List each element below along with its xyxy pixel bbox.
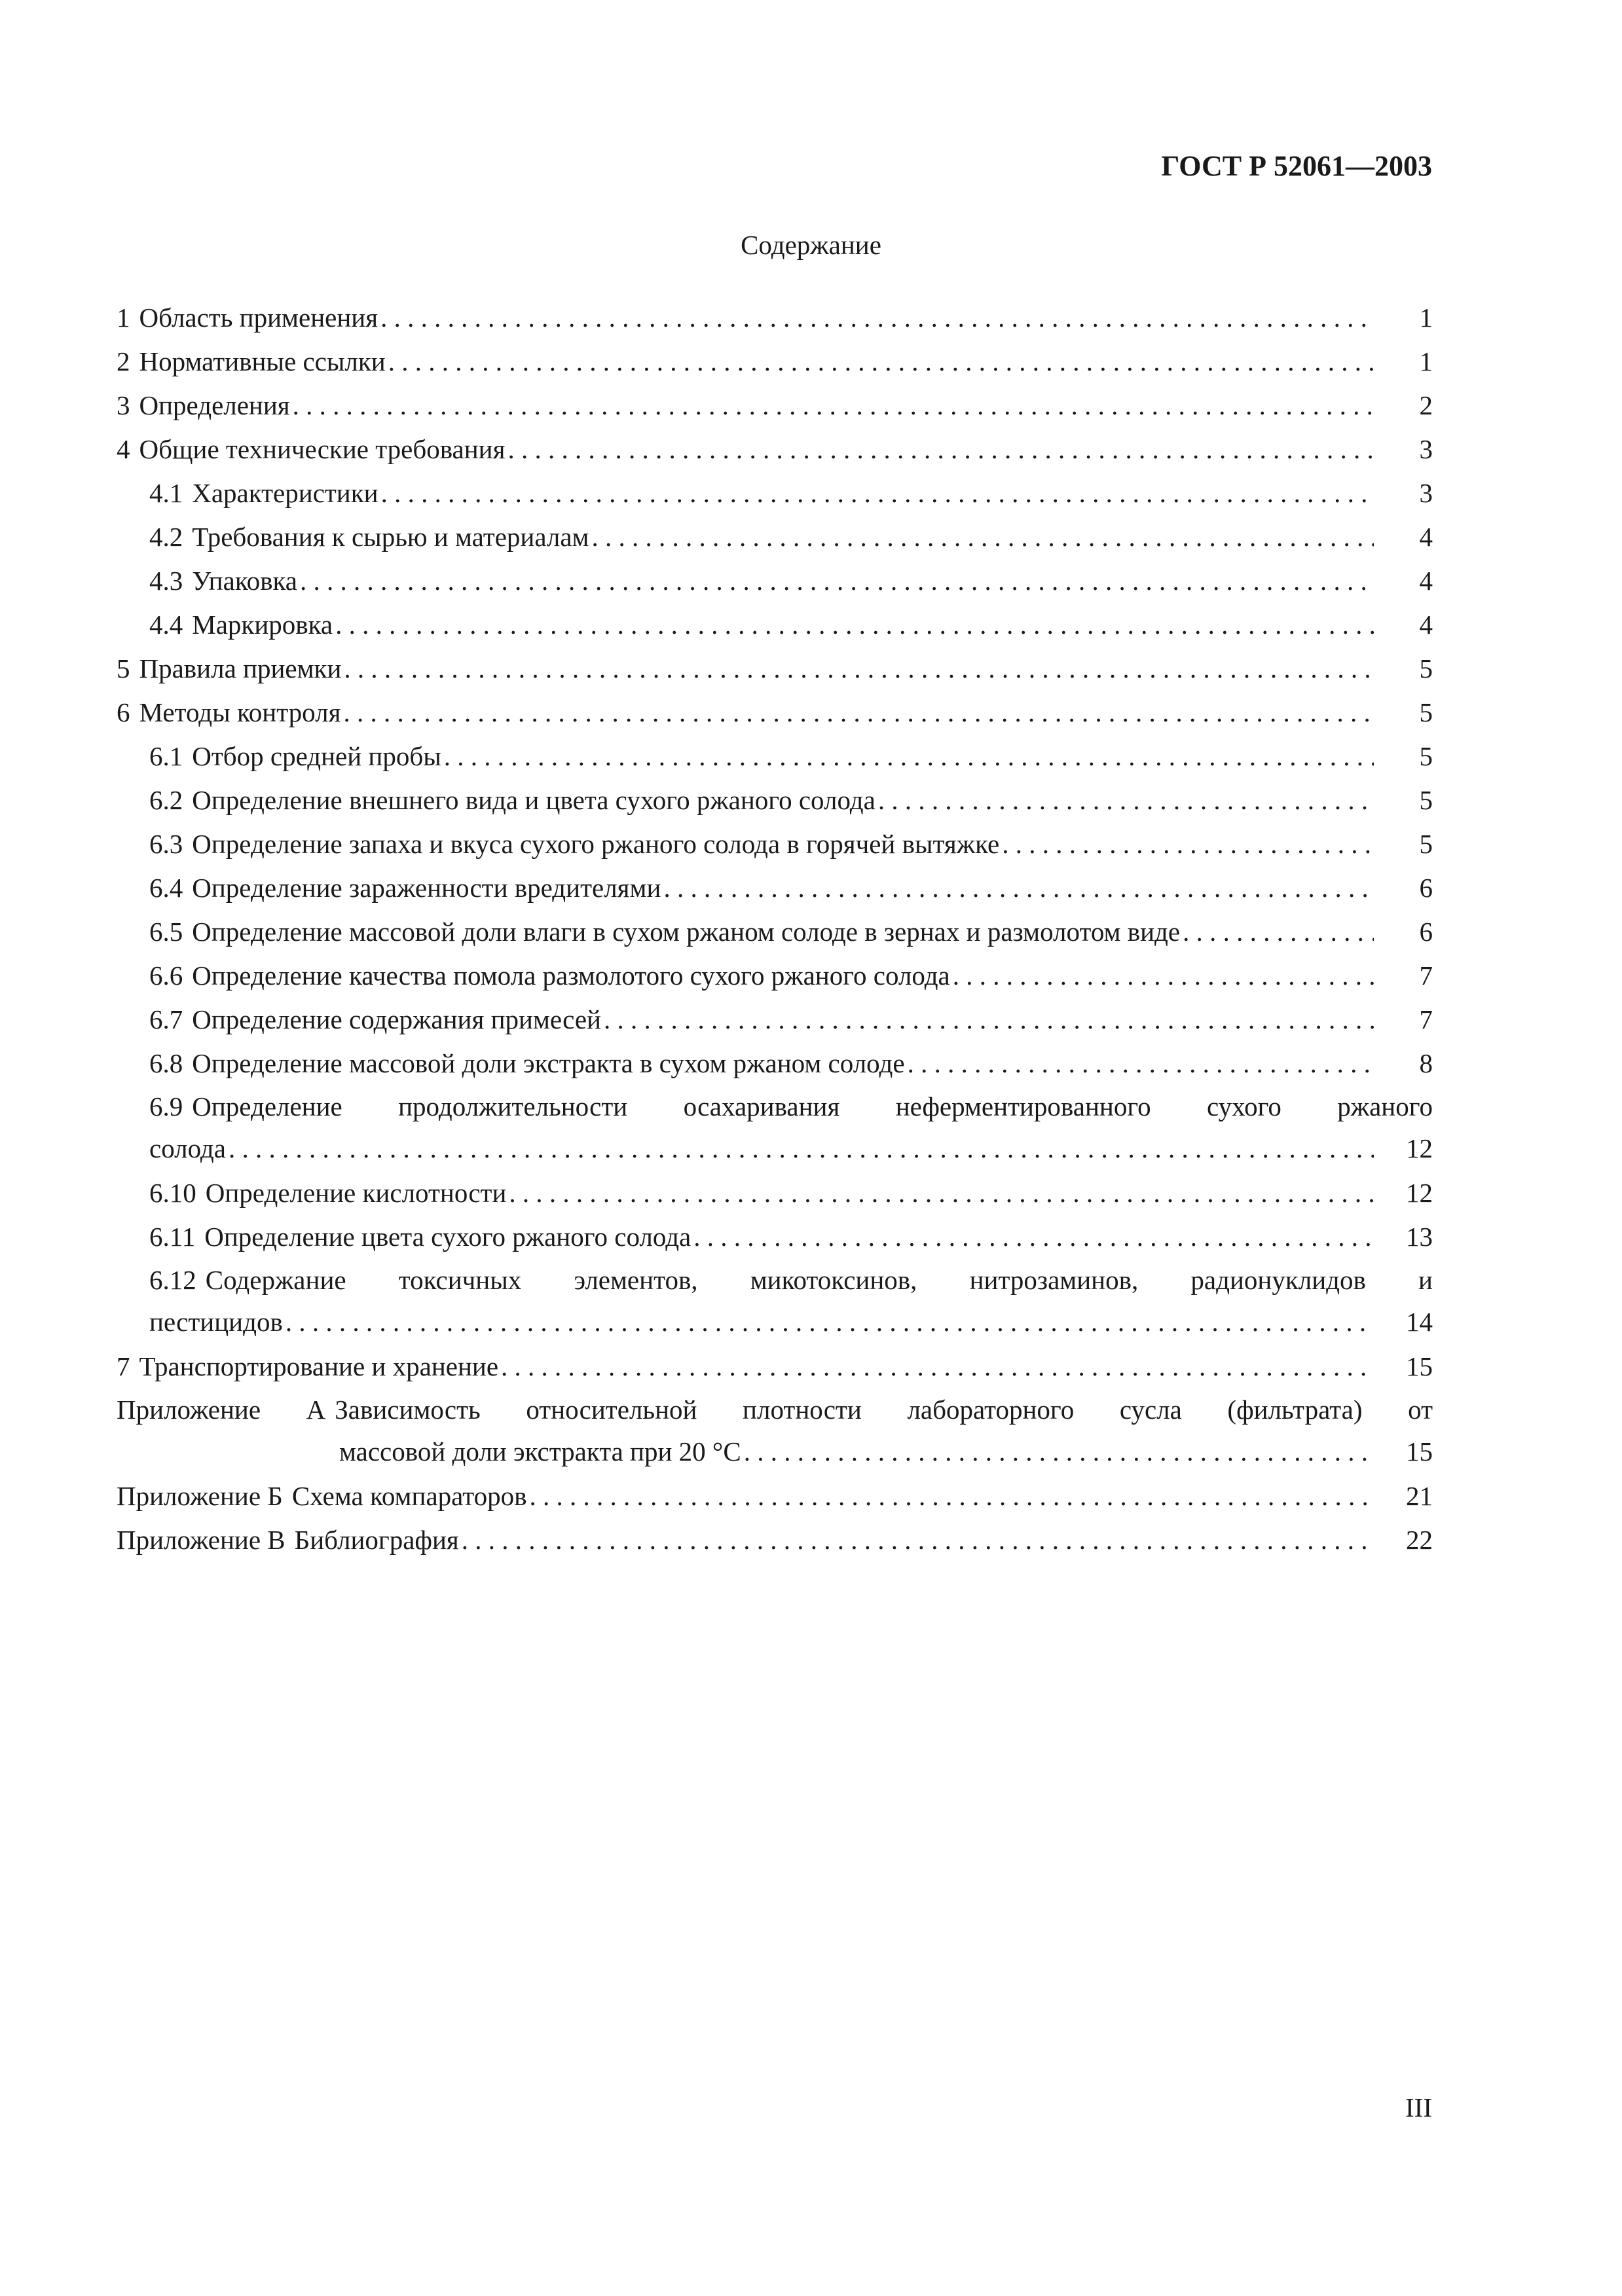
appendix-prefix: Приложение В xyxy=(117,1525,286,1555)
dot-leader xyxy=(693,1215,1374,1259)
toc-entry-appendix[interactable] xyxy=(117,1518,1433,1562)
toc-entry[interactable] xyxy=(117,428,1433,471)
toc-entry-title: Характеристики xyxy=(192,478,378,508)
toc-entry-page: 7 xyxy=(1419,960,1433,991)
toc-entry-page: 6 xyxy=(1419,917,1433,947)
dot-leader xyxy=(530,1474,1374,1518)
toc-entry-title: Общие технические требования xyxy=(139,434,506,464)
dot-leader xyxy=(908,1042,1374,1085)
toc-entry-page: 13 xyxy=(1406,1222,1433,1252)
toc-entry-title-line2: солода xyxy=(149,1133,226,1163)
dot-leader xyxy=(444,735,1374,778)
toc-entry-number: 7 xyxy=(117,1351,130,1381)
dot-leader xyxy=(1002,822,1374,866)
page-number: III xyxy=(1405,2092,1432,2123)
toc-entry-number: 6.1 xyxy=(149,741,183,771)
toc-entry-page: 22 xyxy=(1406,1525,1433,1555)
toc-entry-title: Упаковка xyxy=(192,566,298,596)
toc-entry-number: 6.4 xyxy=(149,873,183,903)
toc-entry-number: 6.7 xyxy=(149,1004,183,1034)
toc-entry-title: Определение зараженности вредителями xyxy=(192,873,661,903)
toc-entry-number: 6.11 xyxy=(149,1222,196,1252)
toc-entry[interactable] xyxy=(149,1171,1433,1215)
toc-entry-number: 6.8 xyxy=(149,1048,183,1078)
toc-entry-page: 1 xyxy=(1419,302,1433,333)
toc-entry[interactable] xyxy=(149,1259,1433,1345)
toc-entry-number: 6.10 xyxy=(149,1178,196,1208)
toc-entry-title: Правила приемки xyxy=(139,653,342,683)
dot-leader xyxy=(293,384,1374,428)
toc-entry-page: 14 xyxy=(1406,1307,1433,1337)
toc-entry-title: Определение качества помола размолотого сухого ржаного солода xyxy=(192,960,950,991)
toc-entry-number: 6.5 xyxy=(149,917,183,947)
toc-entry-page: 1 xyxy=(1419,346,1433,376)
toc-entry-number: 6.2 xyxy=(149,785,183,815)
document-code: ГОСТ Р 52061—2003 xyxy=(1161,150,1432,182)
toc-entry-title-line2: пестицидов xyxy=(149,1307,283,1337)
toc-entry[interactable] xyxy=(149,1215,1433,1259)
dot-leader xyxy=(381,471,1374,515)
toc-entry-title: Определение запаха и вкуса сухого ржаного солода в горячей вытяжке xyxy=(192,829,1000,859)
toc-entry-title: Содержание токсичных элементов, микотоксинов, нитрозаминов, радионуклидов и xyxy=(205,1265,1433,1295)
toc-entry[interactable] xyxy=(149,1085,1433,1171)
toc-entry-number: 1 xyxy=(117,302,130,333)
toc-entry[interactable] xyxy=(149,1042,1433,1085)
toc-entry[interactable] xyxy=(149,998,1433,1042)
toc-entry[interactable] xyxy=(117,647,1433,691)
dot-leader xyxy=(592,515,1374,559)
toc-entry-page: 8 xyxy=(1419,1048,1433,1078)
dot-leader xyxy=(229,1127,1374,1169)
toc-entry-page: 5 xyxy=(1419,829,1433,859)
toc-entry-number: 6 xyxy=(117,697,130,727)
toc-entry-title: Маркировка xyxy=(192,610,333,640)
toc-entry-page: 3 xyxy=(1419,478,1433,508)
toc-entry-number: 5 xyxy=(117,653,130,683)
dot-leader xyxy=(604,998,1374,1042)
toc-entry[interactable] xyxy=(117,691,1433,735)
toc-entry[interactable] xyxy=(149,954,1433,998)
toc-entry[interactable] xyxy=(117,296,1433,340)
toc-entry[interactable] xyxy=(117,384,1433,428)
toc-entry-number: 4.2 xyxy=(149,522,183,552)
toc-entry-title-line1 xyxy=(117,1389,1433,1430)
dot-leader xyxy=(509,1171,1374,1215)
toc-entry-number: 4.4 xyxy=(149,610,183,640)
dot-leader xyxy=(335,603,1374,647)
dot-leader xyxy=(344,647,1374,691)
toc-entry-title: Определение массовой доли экстракта в сухом ржаном солоде xyxy=(192,1048,905,1078)
toc-entry[interactable] xyxy=(149,603,1433,647)
dot-leader xyxy=(878,778,1374,822)
toc-entry-title: Требования к сырью и материалам xyxy=(192,522,589,552)
toc-entry-title-line1 xyxy=(149,1259,1433,1301)
toc-entry[interactable] xyxy=(149,866,1433,910)
toc-entry-page: 12 xyxy=(1406,1133,1433,1163)
toc-entry-page: 6 xyxy=(1419,873,1433,903)
toc-entry-number: 2 xyxy=(117,346,130,376)
dot-leader xyxy=(663,866,1374,910)
dot-leader xyxy=(462,1518,1374,1562)
toc-entry-title: Транспортирование и хранение xyxy=(139,1351,499,1381)
toc-entry-page: 15 xyxy=(1406,1436,1433,1467)
toc-entry-page: 4 xyxy=(1419,522,1433,552)
toc-entry-number: 4 xyxy=(117,434,130,464)
toc-entry[interactable] xyxy=(149,515,1433,559)
dot-leader xyxy=(380,296,1374,340)
toc-entry[interactable] xyxy=(149,471,1433,515)
dot-leader xyxy=(501,1345,1374,1389)
toc-entry-title: Определение массовой доли влаги в сухом ржаном солоде в зернах и размолотом виде xyxy=(192,917,1181,947)
toc-entry-number: 6.9 xyxy=(149,1091,183,1121)
toc-entry-title: Определение цвета сухого ржаного солода xyxy=(204,1222,691,1252)
toc-title: Содержание xyxy=(741,230,881,260)
dot-leader xyxy=(953,954,1374,998)
toc-entry-number: 6.12 xyxy=(149,1265,196,1295)
toc-entry-title: Зависимость относительной плотности лабораторного сусла (фильтрата) от xyxy=(335,1394,1433,1425)
toc-entry-number: 3 xyxy=(117,390,130,420)
table-of-contents xyxy=(117,296,1433,1562)
toc-entry-page: 5 xyxy=(1419,741,1433,771)
toc-entry-title: Отбор средней пробы xyxy=(192,741,441,771)
toc-entry-title: Нормативные ссылки xyxy=(139,346,386,376)
toc-entry[interactable] xyxy=(149,822,1433,866)
toc-entry-title-line2: массовой доли экстракта при 20 °С xyxy=(339,1436,741,1467)
toc-entry-page: 5 xyxy=(1419,653,1433,683)
toc-entry-title: Область применения xyxy=(139,302,378,333)
toc-entry-title-line1 xyxy=(149,1085,1433,1127)
toc-entry-title: Определение содержания примесей xyxy=(192,1004,601,1034)
toc-entry-appendix[interactable] xyxy=(117,1389,1433,1474)
dot-leader xyxy=(343,691,1374,735)
dot-leader xyxy=(388,340,1374,384)
toc-entry-page: 7 xyxy=(1419,1004,1433,1034)
toc-entry-page: 2 xyxy=(1419,390,1433,420)
toc-entry-title: Методы контроля xyxy=(139,697,341,727)
toc-entry-title: Определения xyxy=(139,390,290,420)
toc-entry-title: Определение продолжительности осахаривания неферментированного сухого ржаного xyxy=(192,1091,1433,1121)
toc-entry-number: 4.1 xyxy=(149,478,183,508)
appendix-prefix: Приложение Б xyxy=(117,1481,283,1511)
dot-leader xyxy=(507,428,1374,471)
toc-entry[interactable] xyxy=(117,340,1433,384)
toc-entry-page: 3 xyxy=(1419,434,1433,464)
toc-entry-page: 15 xyxy=(1406,1351,1433,1381)
toc-entry-number: 6.3 xyxy=(149,829,183,859)
toc-entry-title: Определение кислотности xyxy=(205,1178,507,1208)
toc-entry-title: Определение внешнего вида и цвета сухого ржаного солода xyxy=(192,785,876,815)
toc-entry-page: 12 xyxy=(1406,1178,1433,1208)
dot-leader xyxy=(744,1430,1374,1472)
toc-entry-title: Библиография xyxy=(294,1525,459,1555)
toc-entry[interactable] xyxy=(149,735,1433,778)
dot-leader xyxy=(286,1301,1374,1343)
toc-entry-page: 5 xyxy=(1419,697,1433,727)
toc-entry-page: 4 xyxy=(1419,566,1433,596)
toc-entry-page: 21 xyxy=(1406,1481,1433,1511)
toc-entry-title: Схема компараторов xyxy=(291,1481,527,1511)
toc-entry[interactable] xyxy=(149,778,1433,822)
appendix-prefix: Приложение А xyxy=(117,1394,326,1425)
toc-entry-page: 5 xyxy=(1419,785,1433,815)
toc-entry-page: 4 xyxy=(1419,610,1433,640)
toc-entry-number: 4.3 xyxy=(149,566,183,596)
toc-entry-number: 6.6 xyxy=(149,960,183,991)
dot-leader xyxy=(300,559,1374,603)
toc-entry[interactable] xyxy=(117,1345,1433,1389)
toc-entry-appendix[interactable] xyxy=(117,1474,1433,1518)
toc-entry[interactable] xyxy=(149,559,1433,603)
dot-leader xyxy=(1183,910,1374,954)
toc-entry[interactable] xyxy=(149,910,1433,954)
